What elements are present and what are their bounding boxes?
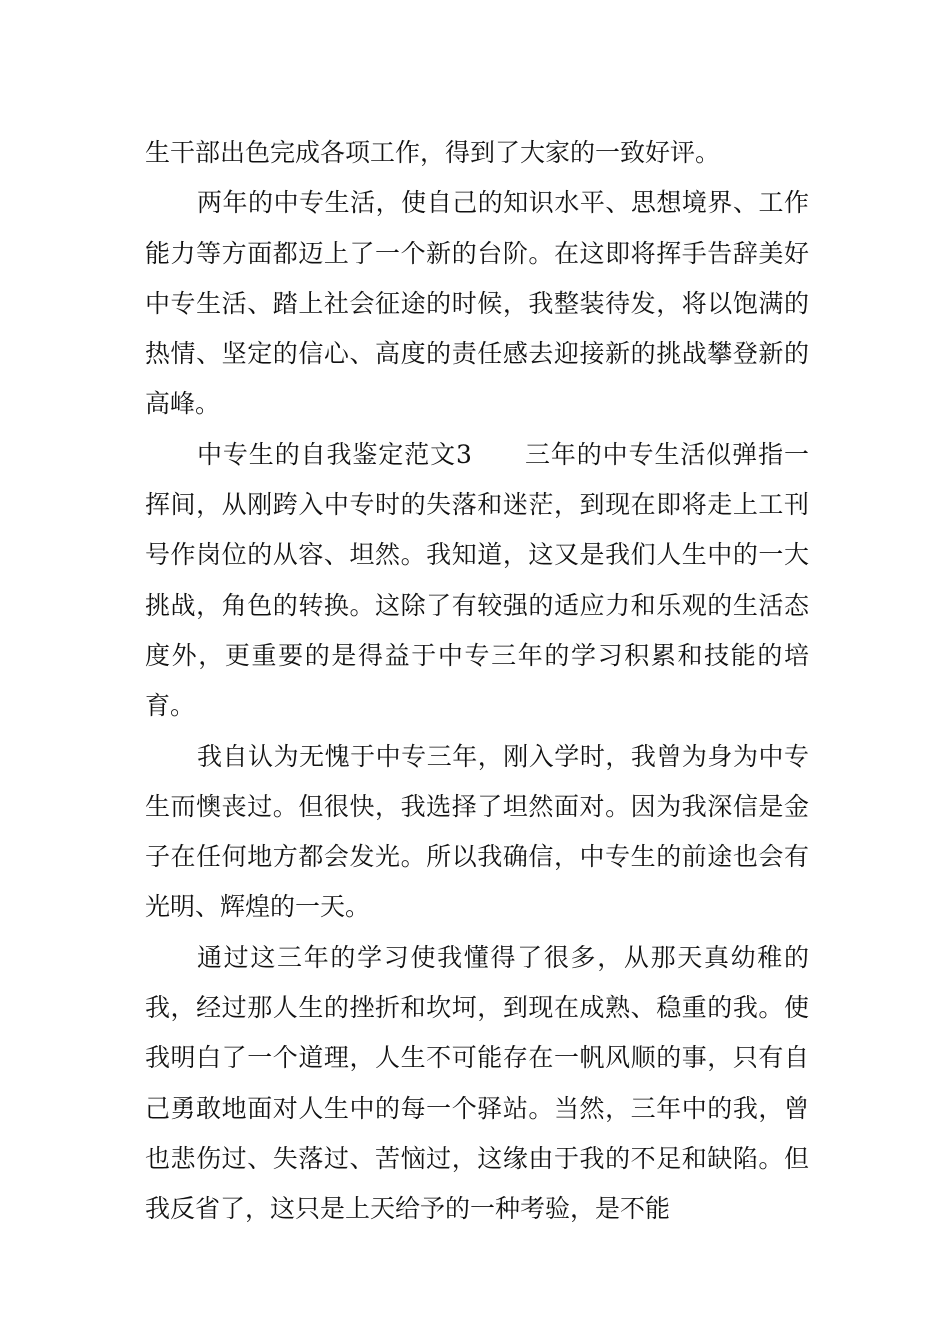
paragraph-3-text: 三年的中专生活似弹指一挥间，从刚跨入中专时的失落和迷茫，到现在即将走上工刊号作岗位的从容、坦然。我知道，这又是我们人生中的一大挑战，角色的转换。这除了有较强的适应力和乐观的生活态度外，更重要的是得益于中专三年的学习积累和技能的培育。 [145, 439, 809, 721]
paragraph-5 [145, 933, 809, 1235]
section-heading: 中专生的自我鉴定范文3 [197, 439, 472, 469]
paragraph-1 [145, 128, 809, 178]
paragraph-1-text: 生干部出色完成各项工作，得到了大家的一致好评。 [145, 138, 721, 167]
paragraph-2 [145, 178, 809, 429]
paragraph-4 [145, 732, 809, 933]
heading-gap [472, 440, 525, 469]
paragraph-5-text: 通过这三年的学习使我懂得了很多，从那天真幼稚的我，经过那人生的挫折和坎坷，到现在成熟、稳重的我。使我明白了一个道理，人生不可能存在一帆风顺的事，只有自己勇敢地面对人生中的每一个驿站。当然，三年中的我，曾也悲伤过、失落过、苦恼过，这缘由于我的不足和缺陷。但我反省了，这只是上天给予的一种考验，是不能 [145, 942, 809, 1224]
paragraph-3 [145, 430, 809, 732]
paragraph-2-text: 两年的中专生活，使自己的知识水平、思想境界、工作能力等方面都迈上了一个新的台阶。在这即将挥手告辞美好中专生活、踏上社会征途的时候，我整装待发，将以饱满的热情、坚定的信心、高度的责任感去迎接新的挑战攀登新的高峰。 [145, 188, 809, 419]
document-body [145, 128, 809, 1235]
paragraph-4-text: 我自认为无愧于中专三年，刚入学时，我曾为身为中专生而懊丧过。但很快，我选择了坦然面对。因为我深信是金子在任何地方都会发光。所以我确信，中专生的前途也会有光明、辉煌的一天。 [145, 741, 809, 922]
